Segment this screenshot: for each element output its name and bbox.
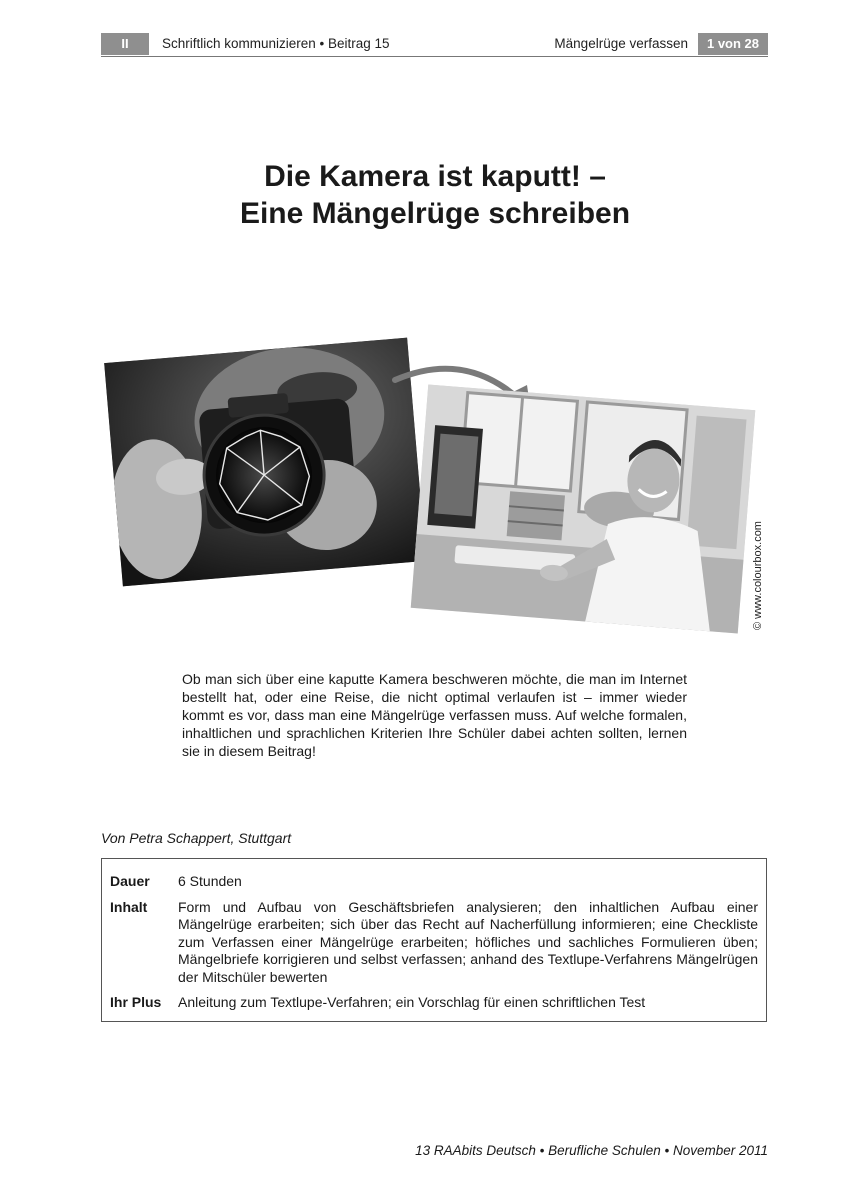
page-header bbox=[101, 33, 768, 57]
broken-camera-image bbox=[104, 338, 426, 587]
photo-man-at-computer bbox=[411, 384, 756, 633]
author-line: Von Petra Schappert, Stuttgart bbox=[101, 830, 292, 846]
info-label: Inhalt bbox=[110, 898, 148, 915]
info-label: Dauer bbox=[110, 873, 150, 889]
info-row-dauer bbox=[110, 873, 758, 891]
page-title bbox=[100, 158, 770, 232]
page-footer: 13 RAAbits Deutsch • Berufliche Schulen • November 2011 bbox=[415, 1143, 768, 1158]
page-number-badge: 1 von 28 bbox=[698, 33, 768, 55]
info-row-ihr-plus bbox=[110, 994, 758, 1012]
info-value: 6 Stunden bbox=[178, 873, 242, 889]
info-label: Ihr Plus bbox=[110, 994, 162, 1010]
series-label: Schriftlich kommunizieren • Beitrag 15 bbox=[162, 36, 390, 51]
info-value: Form und Aufbau von Geschäftsbriefen analysieren; den inhaltlichen Aufbau einer Mängelrüge erarbeiten; sich über das Recht auf Nacherfüllung informieren; eine Checkliste zum Verfassen einer Mängelrüge erarbeiten; höfliches und sachliches Formulieren üben; Mängelbriefe korrigieren und selbst verfassen; anhand des Textlupe-Verfahrens Mängelrügen der Mitschüler bewerten bbox=[178, 898, 758, 985]
title-line-2: Eine Mängelrüge schreiben bbox=[239, 197, 631, 230]
section-badge: II bbox=[101, 33, 149, 55]
man-at-computer-image bbox=[411, 384, 756, 633]
image-credit: © www.colourbox.com bbox=[752, 521, 764, 630]
photo-broken-camera bbox=[104, 338, 426, 587]
topic-label: Mängelrüge verfassen bbox=[554, 36, 688, 51]
info-box bbox=[101, 858, 767, 1022]
info-value: Anleitung zum Textlupe-Verfahren; ein Vorschlag für einen schriftlichen Test bbox=[178, 994, 646, 1010]
info-row-inhalt bbox=[110, 899, 758, 987]
intro-paragraph: Ob man sich über eine kaputte Kamera beschweren möchte, die man im Internet bestellt hat, oder eine Reise, die nicht optimal verlaufen ist – immer wieder kommt es vor, dass man eine Mängelrüge verfassen muss. Auf welche formalen, inhaltlichen und sprachlichen Kriterien Ihre Schüler dabei achten sollten, lernen sie in diesem Beitrag! bbox=[182, 671, 687, 759]
title-line-1: Die Kamera ist kaputt! – bbox=[264, 160, 606, 193]
